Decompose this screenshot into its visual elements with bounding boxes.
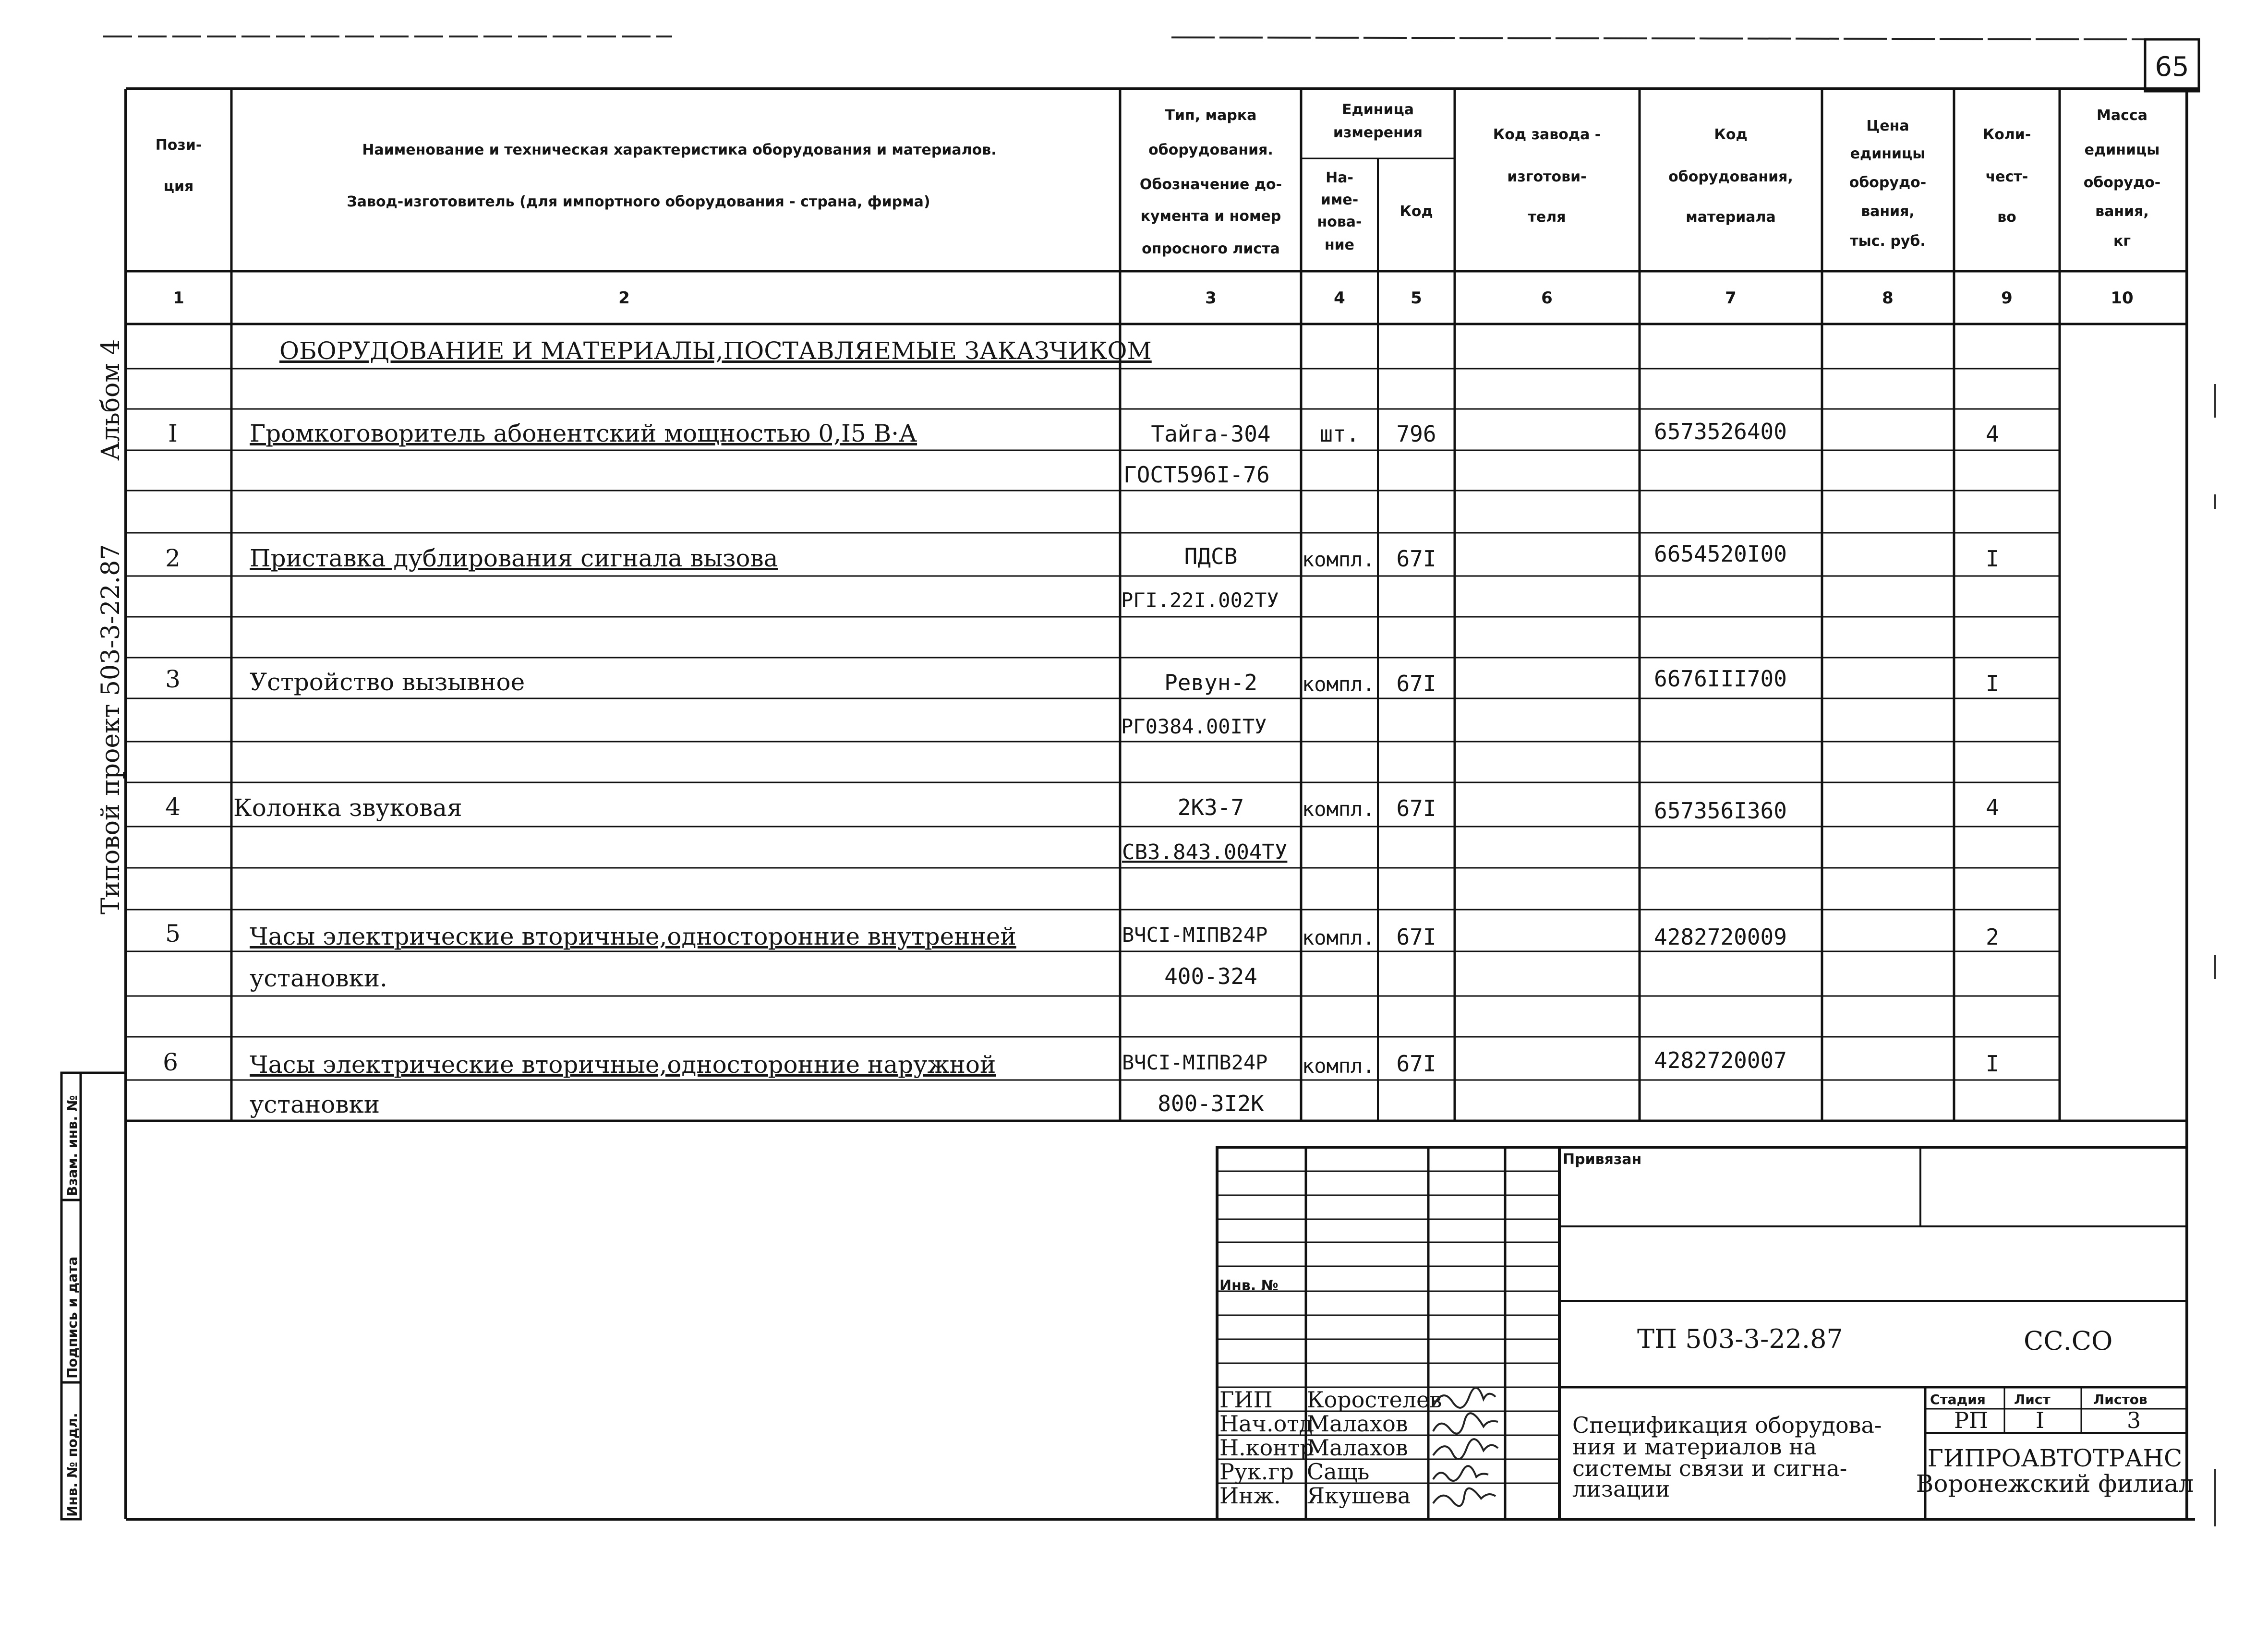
document-title-line: ния и материалов на	[1572, 1434, 1817, 1460]
row-type: ВЧСI-МIПВ24Р	[1122, 923, 1268, 947]
organization-branch: Воронежский филиал	[1916, 1470, 2194, 1498]
header-col8-line5: тыс. руб.	[1850, 233, 1926, 250]
table-row	[168, 419, 1999, 488]
document-title-line: лизации	[1572, 1476, 1670, 1502]
row-type-document: 800-3I2К	[1158, 1091, 1264, 1116]
stage-label: Стадия	[1930, 1392, 1986, 1407]
stamp-signature-date: Подпись и дата	[64, 1256, 80, 1379]
row-item-code: 6654520I00	[1654, 541, 1787, 567]
signers	[1219, 1387, 1442, 1509]
header-col2-line2: Завод-изготовитель (для импортного оборудования - страна, фирма)	[347, 193, 930, 210]
table-row	[165, 665, 1999, 738]
column-number: 6	[1541, 288, 1553, 308]
page-number: 65	[2155, 51, 2189, 83]
section-title: ОБОРУДОВАНИЕ И МАТЕРИАЛЫ,ПОСТАВЛЯЕМЫЕ ЗАКАЗЧИКОМ	[279, 337, 1152, 365]
header-col9-line1: Коли-	[1982, 126, 2031, 143]
project-label: Типовой проект 503-3-22.87	[97, 544, 125, 914]
row-type-document: 400-324	[1164, 963, 1257, 989]
row-position: 4	[165, 793, 181, 821]
row-type-document: СВЗ.843.004ТУ	[1122, 840, 1288, 864]
header-col1-line1: Пози-	[155, 137, 202, 154]
header-col2-line1: Наименование и техническая характеристика оборудования и материалов.	[362, 142, 997, 158]
table-body	[163, 419, 1999, 1118]
header-unit-line2: измерения	[1333, 124, 1423, 141]
row-type-document: ГОСТ596I-76	[1123, 462, 1270, 488]
header-col4-line2: име-	[1320, 192, 1359, 208]
sheets-label: Листов	[2093, 1392, 2147, 1407]
row-item-code: 4282720009	[1654, 924, 1787, 950]
row-name: Приставка дублирования сигнала вызова	[250, 544, 778, 572]
header-col3-line4: кумента и номер	[1140, 208, 1281, 225]
header-col8-line1: Цена	[1866, 118, 1909, 134]
row-quantity: I	[1986, 546, 1999, 572]
table-row	[165, 920, 1999, 992]
row-item-code: 6676III700	[1654, 666, 1787, 692]
row-type: ПДСВ	[1184, 543, 1238, 569]
row-name-continued: установки.	[250, 964, 387, 992]
row-name: Устройство вызывное	[250, 668, 525, 696]
signer-name: Малахов	[1307, 1411, 1408, 1437]
inv-number-label: Инв. №	[1219, 1277, 1279, 1294]
document-title-line: системы связи и сигна-	[1572, 1455, 1847, 1481]
row-unit-code: 67I	[1396, 671, 1436, 696]
header-col1-line2: ция	[163, 178, 194, 195]
document-title-line: Спецификация оборудова-	[1572, 1412, 1882, 1438]
header-col10-line5: кг	[2113, 233, 2131, 250]
row-position: I	[168, 420, 178, 447]
handwritten-signatures	[1433, 1388, 1498, 1506]
row-unit-code: 67I	[1396, 546, 1436, 572]
row-unit: шт.	[1319, 421, 1360, 447]
album-label: Альбом 4	[97, 339, 125, 461]
header-col8-line4: вания,	[1861, 203, 1915, 220]
signer-role: Н.контр	[1219, 1435, 1314, 1461]
column-number: 1	[173, 288, 184, 308]
header-col10-line2: единицы	[2084, 142, 2160, 158]
header-col10-line1: Масса	[2097, 107, 2147, 124]
column-number-row	[173, 288, 2134, 308]
sheet-label: Лист	[2014, 1392, 2051, 1407]
row-name-continued: установки	[250, 1091, 380, 1118]
signer-name: Малахов	[1307, 1435, 1408, 1461]
organization-name: ГИПРОАВТОТРАНС	[1927, 1444, 2183, 1472]
row-name: Часы электрические вторичные,односторонние наружной	[250, 1051, 996, 1079]
row-quantity: 2	[1986, 924, 1999, 950]
header-col7-line3: материала	[1686, 209, 1776, 226]
column-number: 4	[1334, 288, 1345, 308]
row-type: Ревун-2	[1164, 670, 1257, 696]
header-col7-line2: оборудования,	[1668, 168, 1793, 185]
header-col9-line3: во	[1997, 209, 2016, 226]
row-unit: компл.	[1302, 926, 1375, 949]
row-type-document: РГ0384.00IТУ	[1121, 715, 1267, 738]
column-number: 7	[1725, 288, 1737, 308]
signer-role: Инж.	[1219, 1483, 1281, 1509]
row-quantity: I	[1986, 1051, 1999, 1077]
document-code: ТП 503-3-22.87	[1637, 1324, 1843, 1354]
row-type: Тайга-304	[1151, 421, 1271, 447]
row-quantity: 4	[1986, 794, 1999, 820]
row-unit-code: 67I	[1396, 924, 1436, 950]
row-name: Громкоговоритель абонентский мощностью 0,I5 В·А	[250, 420, 917, 447]
signer-role: Рук.гр	[1219, 1459, 1294, 1485]
header-col6-line1: Код завода -	[1493, 126, 1601, 143]
row-unit-code: 67I	[1396, 1051, 1436, 1077]
column-number: 8	[1882, 288, 1894, 308]
row-unit: компл.	[1302, 1054, 1375, 1078]
header-col8-line2: единицы	[1850, 145, 1926, 162]
header-col4-line3: нова-	[1317, 214, 1362, 230]
column-number: 2	[618, 288, 630, 308]
sheet-value: I	[2036, 1407, 2045, 1433]
row-item-code: 4282720007	[1654, 1047, 1787, 1073]
header-col5: Код	[1399, 203, 1433, 220]
row-quantity: I	[1986, 671, 1999, 696]
row-quantity: 4	[1986, 421, 1999, 447]
row-position: 6	[163, 1048, 178, 1076]
row-unit: компл.	[1302, 797, 1375, 821]
header-col3-line2: оборудования.	[1148, 142, 1273, 158]
table-row	[165, 793, 1999, 864]
linked-label: Привязан	[1563, 1151, 1642, 1168]
header-col4-line1: На-	[1326, 169, 1353, 186]
row-name: Колонка звуковая	[233, 794, 462, 822]
top-border-lines	[103, 36, 2151, 39]
row-unit: компл.	[1302, 548, 1375, 571]
row-unit-code: 67I	[1396, 795, 1436, 821]
stamp-inv-original: Инв. № подл.	[64, 1413, 80, 1517]
table-header	[156, 101, 2161, 257]
row-item-code: 6573526400	[1654, 419, 1787, 444]
document-mark: СС.СО	[2024, 1326, 2113, 1356]
header-col9-line2: чест-	[1985, 168, 2028, 185]
stamp-replaced-inv: Взам. инв. №	[64, 1095, 80, 1196]
row-unit-code: 796	[1396, 421, 1436, 447]
header-col8-line3: оборудо-	[1849, 174, 1927, 191]
header-unit-line1: Единица	[1342, 101, 1414, 118]
header-col10-line4: вания,	[2095, 203, 2149, 220]
sheets-value: 3	[2127, 1407, 2141, 1433]
signer-name: Сащь	[1307, 1459, 1370, 1485]
header-col7-line1: Код	[1714, 126, 1748, 143]
signer-role: Нач.отд	[1219, 1411, 1313, 1437]
row-unit: компл.	[1302, 672, 1375, 696]
stage-value: РП	[1954, 1407, 1989, 1433]
signer-role: ГИП	[1219, 1387, 1273, 1413]
row-position: 3	[165, 665, 181, 693]
column-number: 10	[2111, 288, 2134, 308]
column-number: 3	[1205, 288, 1217, 308]
signer-name: Якушева	[1307, 1483, 1411, 1509]
row-type-document: РГI.22I.002ТУ	[1121, 588, 1279, 612]
row-position: 2	[165, 544, 181, 572]
header-col3-line5: опросного листа	[1142, 240, 1280, 257]
row-position: 5	[165, 920, 181, 948]
row-type: 2КЗ-7	[1177, 794, 1244, 820]
header-col6-line3: теля	[1528, 209, 1566, 226]
row-item-code: 657356I360	[1654, 798, 1787, 824]
table-row	[163, 1047, 1999, 1118]
row-type: ВЧСI-МIПВ24Р	[1122, 1051, 1268, 1074]
header-col10-line3: оборудо-	[2083, 174, 2161, 191]
header-col3-line3: Обозначение до-	[1139, 176, 1282, 193]
row-name: Часы электрические вторичные,односторонние внутренней	[250, 923, 1016, 950]
column-number: 5	[1411, 288, 1422, 308]
header-col6-line2: изготови-	[1507, 168, 1587, 185]
signer-name: Коростелев	[1307, 1387, 1442, 1413]
header-col3-line1: Тип, марка	[1165, 107, 1257, 124]
header-col4-line4: ние	[1324, 237, 1355, 253]
column-number: 9	[2001, 288, 2013, 308]
